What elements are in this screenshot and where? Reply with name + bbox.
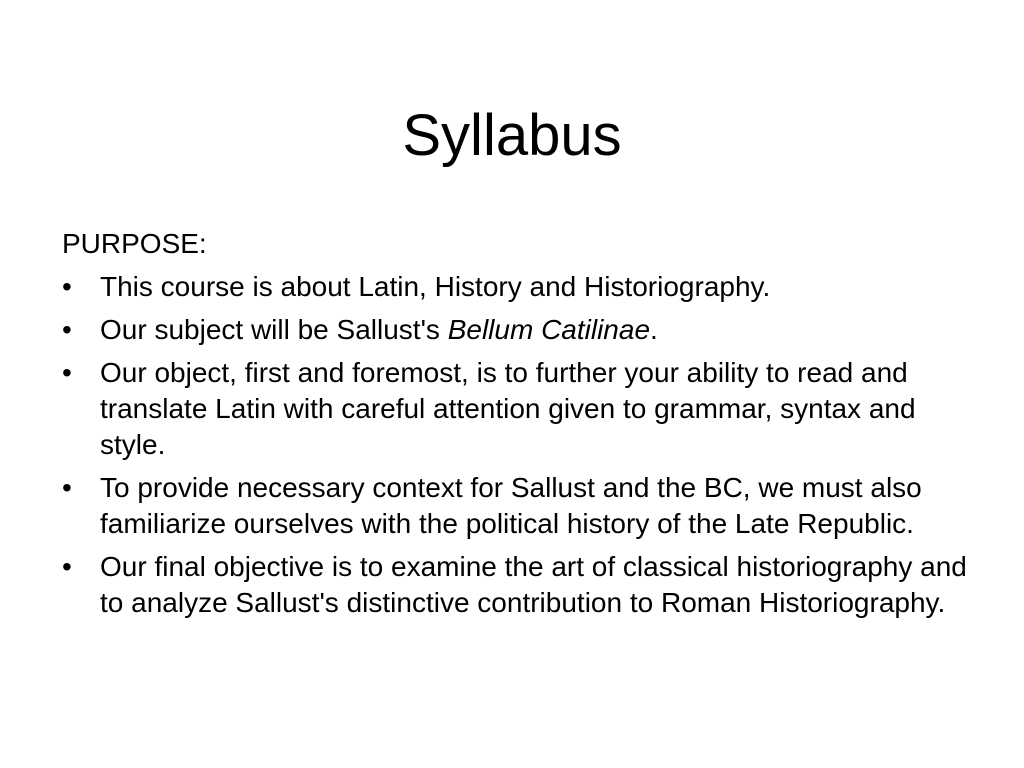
bullet-text: To provide necessary context for Sallust and the BC, we must also familiarize ourselves with the political history of the Late Republic.: [100, 472, 922, 539]
bullet-text: [100, 314, 658, 345]
list-item: [62, 269, 982, 305]
bullet-text-lead: Our subject will be Sallust's: [100, 314, 448, 345]
bullet-icon: •: [62, 271, 72, 302]
list-item: [62, 312, 982, 348]
bullet-icon: •: [62, 472, 72, 503]
list-item: [62, 549, 982, 621]
slide-body: [62, 226, 982, 628]
bullet-list: [62, 269, 982, 621]
bullet-icon: •: [62, 551, 72, 582]
slide-title: Syllabus: [402, 103, 622, 168]
list-item: [62, 470, 982, 542]
list-item: [62, 355, 982, 463]
bullet-text-tail: .: [650, 314, 658, 345]
purpose-heading: PURPOSE:: [62, 228, 207, 259]
bullet-text: Our object, first and foremost, is to further your ability to read and translate Latin with careful attention given to grammar, syntax and style.: [100, 357, 916, 460]
bullet-icon: •: [62, 314, 72, 345]
bullet-icon: •: [62, 357, 72, 388]
bullet-text: This course is about Latin, History and Historiography.: [100, 271, 771, 302]
bullet-text: Our final objective is to examine the art of classical historiography and to analyze Sallust's distinctive contribution to Roman Historiography.: [100, 551, 967, 618]
book-title: Bellum Catilinae: [447, 314, 651, 345]
